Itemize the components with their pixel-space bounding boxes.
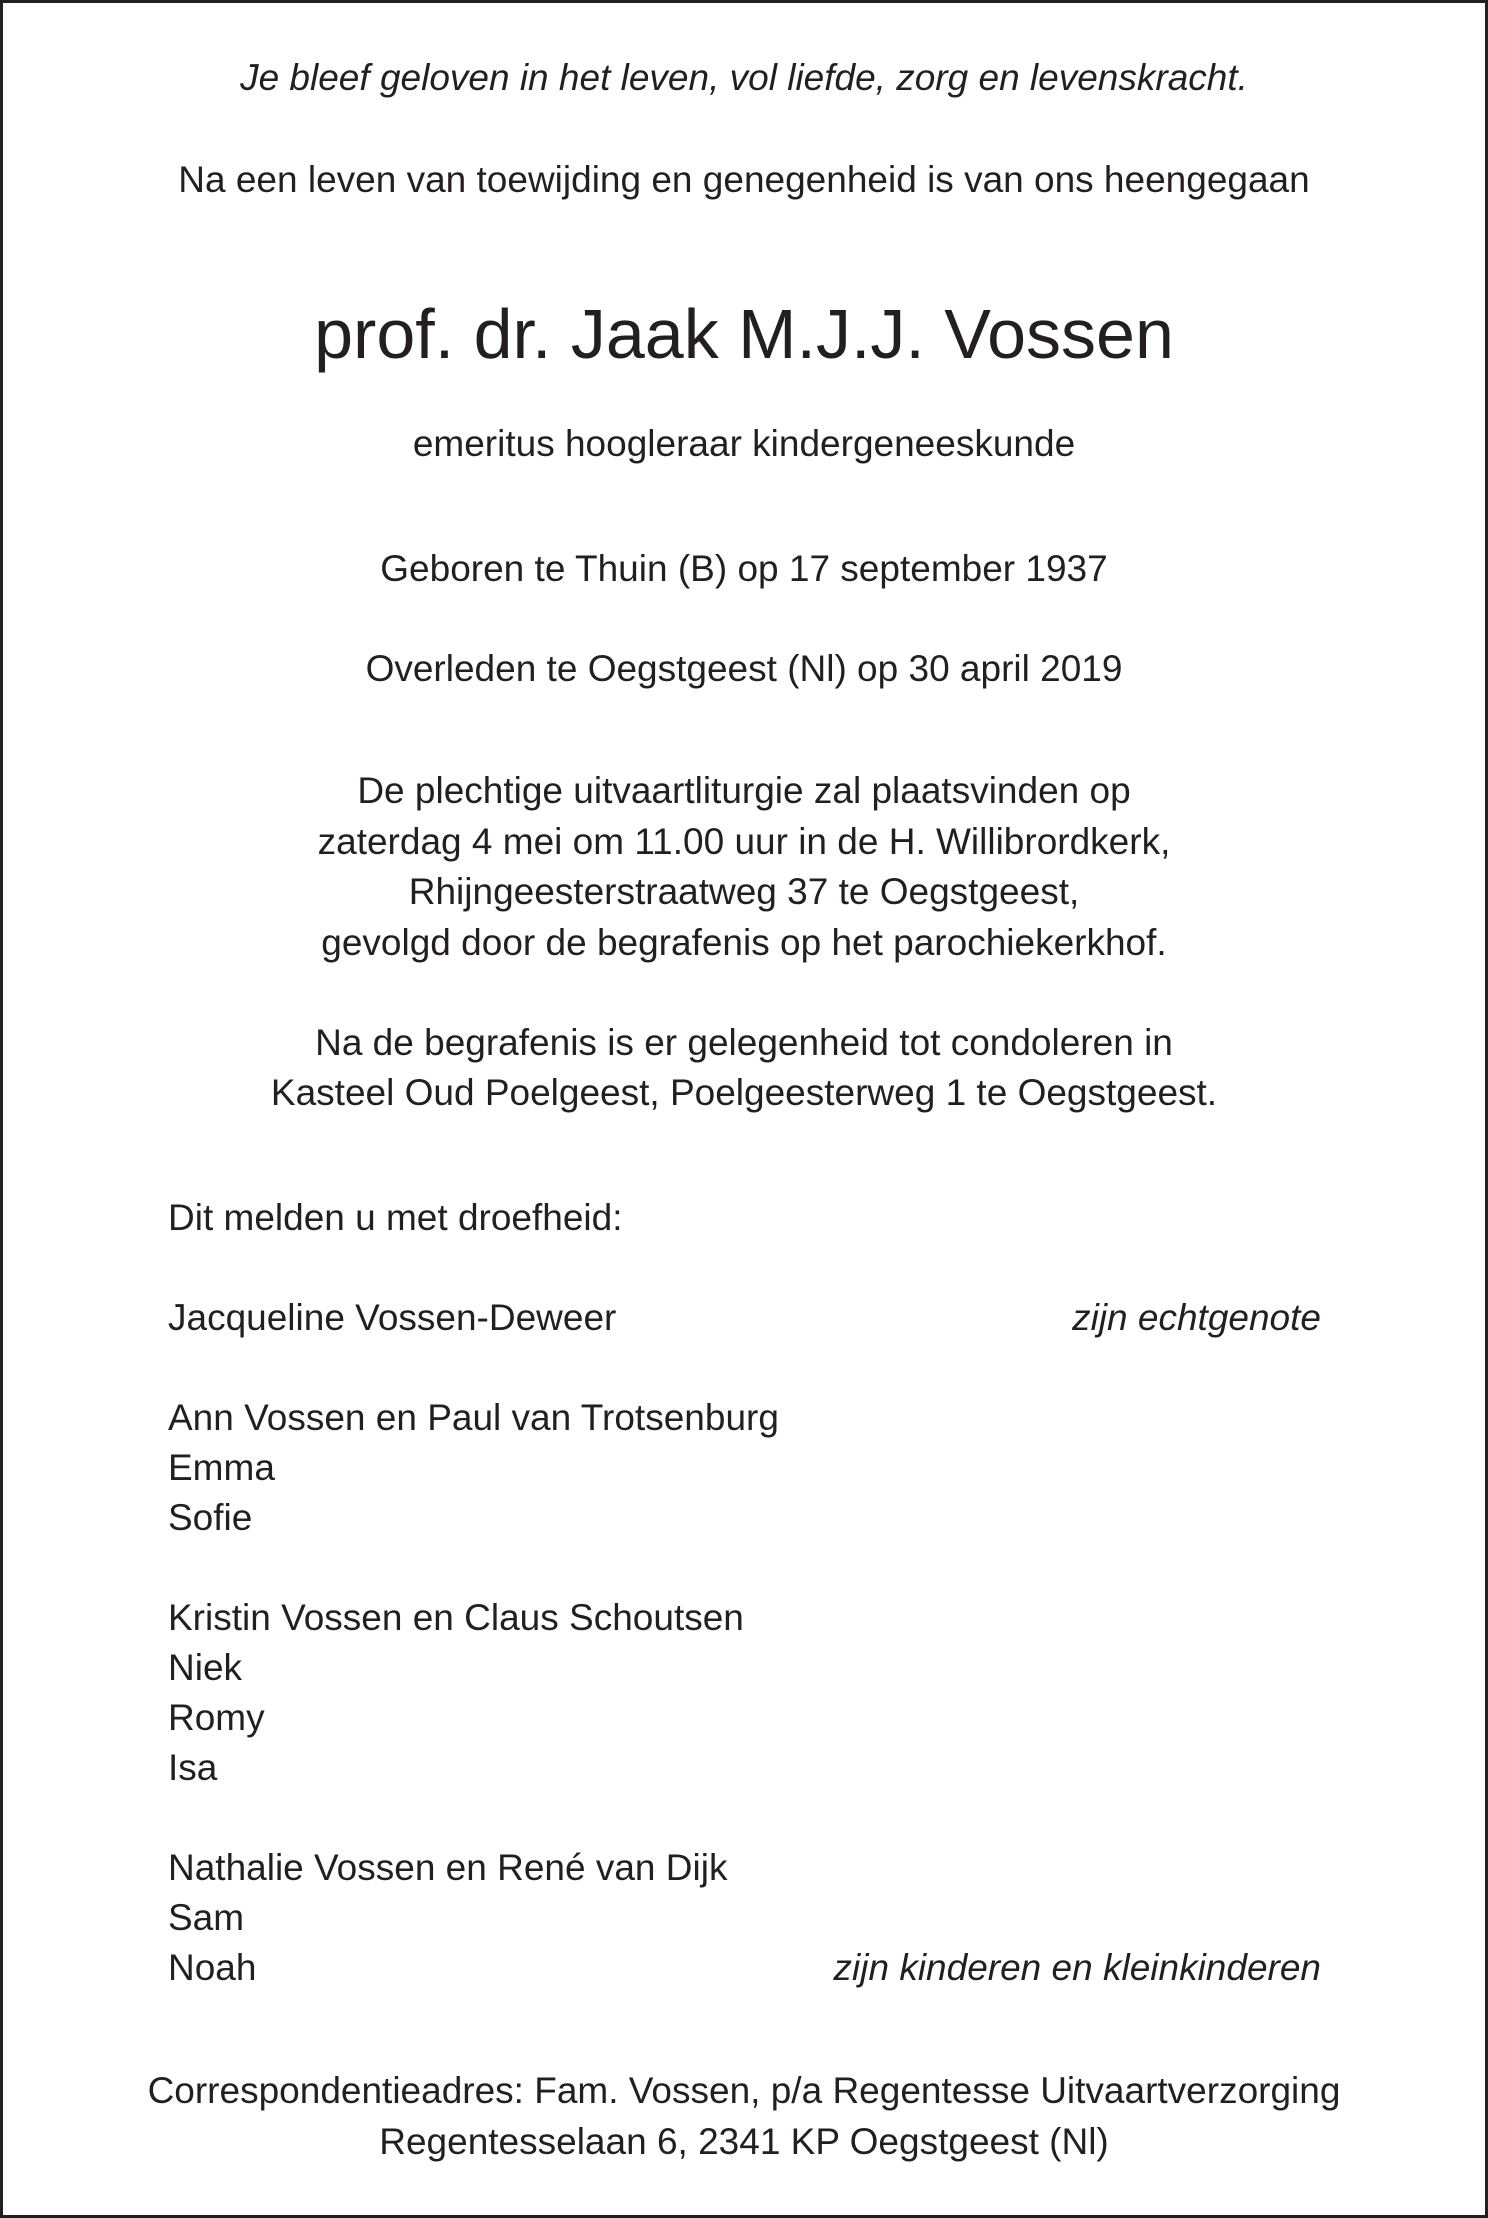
birth-line: Geboren te Thuin (B) op 17 september 1937 — [380, 548, 1108, 589]
intro-text: Na een leven van toewijding en genegenheid is van ons heengegaan — [178, 159, 1310, 200]
correspondence-line-2: Regentesselaan 6, 2341 KP Oegstgeest (Nl) — [379, 2121, 1109, 2162]
spouse-name: Jacqueline Vossen-Deweer — [168, 1297, 617, 1338]
family-3-child-1: Sam — [168, 1897, 245, 1938]
announcement-text: Dit melden u met droefheid: — [168, 1197, 623, 1238]
family-2-child-1: Niek — [168, 1647, 243, 1688]
death-line: Overleden te Oegstgeest (Nl) op 30 april 2019 — [365, 648, 1123, 689]
family-2-child-2: Romy — [168, 1697, 265, 1738]
correspondence-line-1: Correspondentieadres: Fam. Vossen, p/a Regentesse Uitvaartverzorging — [147, 2070, 1341, 2111]
family-1-child-1: Emma — [168, 1447, 275, 1488]
children-relation: zijn kinderen en kleinkinderen — [833, 1947, 1321, 1988]
family-3-child-2: Noah — [168, 1947, 257, 1988]
family-1-parents: Ann Vossen en Paul van Trotsenburg — [168, 1397, 779, 1438]
condolence-line-2: Kasteel Oud Poelgeest, Poelgeesterweg 1 te Oegstgeest. — [270, 1072, 1218, 1113]
family-3-parents: Nathalie Vossen en René van Dijk — [168, 1847, 728, 1888]
condolence-line-1: Na de begrafenis is er gelegenheid tot condoleren in — [315, 1022, 1173, 1063]
opening-quote: Je bleef geloven in het leven, vol liefde, zorg en levenskracht. — [240, 57, 1248, 98]
ceremony-line-1: De plechtige uitvaartliturgie zal plaatsvinden op — [357, 770, 1131, 811]
ceremony-line-4: gevolgd door de begrafenis op het parochiekerkhof. — [321, 922, 1167, 963]
family-2-parents: Kristin Vossen en Claus Schoutsen — [168, 1597, 744, 1638]
ceremony-line-2: zaterdag 4 mei om 11.00 uur in de H. Willibrordkerk, — [317, 821, 1171, 862]
ceremony-line-3: Rhijngeesterstraatweg 37 te Oegstgeest, — [408, 871, 1080, 912]
family-2-child-3: Isa — [168, 1747, 218, 1788]
spouse-relation: zijn echtgenote — [1072, 1297, 1321, 1338]
deceased-name: prof. dr. Jaak M.J.J. Vossen — [314, 295, 1174, 373]
family-1-child-2: Sofie — [168, 1497, 253, 1538]
deceased-title: emeritus hoogleraar kindergeneeskunde — [412, 423, 1076, 464]
